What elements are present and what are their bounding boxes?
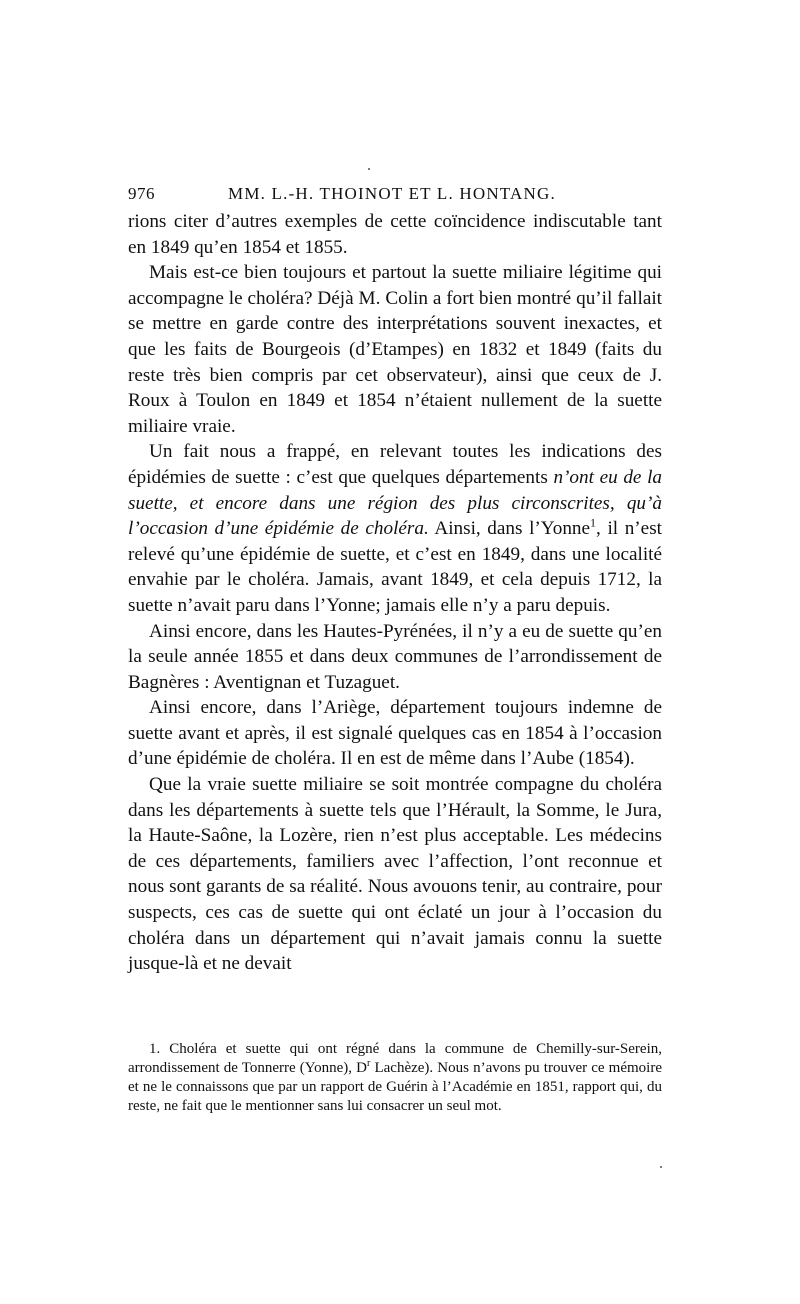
page-mark-bottom <box>660 1166 662 1168</box>
footnotes <box>128 1040 662 1116</box>
footnote-1 <box>128 1040 662 1116</box>
paragraph-5: Ainsi encore, dans l’Ariège, département toujours indemne de suette avant et après, il est signalé quelques cas en 1854 à l’occasion d’une épidémie de choléra. Il en est de même dans l’Aube (1854). <box>128 697 662 770</box>
paragraph-6: Que la vraie suette miliaire se soit montrée compagne du choléra dans les départements à suette tels que l’Hérault, la Somme, le Jura, la Haute-Saône, la Lozère, rien n’est plus acceptable. Les médecins de ces départements, familiers avec l’affection, l’ont reconnue et nous sont garants de sa réalité. Nous avouons tenir, au contraire, pour suspects, ces cas de suette qui ont éclaté un jour à l’occasion du choléra dans un département qui n’avait jamais connu la suette jusque-là et ne devait <box>128 774 662 975</box>
paragraph-3-start: Un fait nous a frappé, en relevant toutes les indications des épidémies de suette : c’est que quelques départements <box>128 441 662 488</box>
paragraph-3 <box>128 439 662 618</box>
paragraph-3-end: , il n’est relevé qu’une épidémie de suette, et c’est en 1849, dans une localité envahie par le choléra. Jamais, avant 1849, et cela depuis 1712, la suette n’avait paru dans l’Yonne; jamais elle n’y a paru depuis. <box>128 518 663 616</box>
footnote-dr-superscript: r <box>367 1058 371 1069</box>
page-number: 976 <box>128 184 155 203</box>
footnote-reference: 1 <box>590 515 597 530</box>
paragraph-1: rions citer d’autres exemples de cette coïncidence indiscutable tant en 1849 qu’en 1854 et 1855. <box>128 211 662 258</box>
footnote-1-start: 1. Choléra et suette qui ont régné dans la commune de Chemilly-sur-Serein, arrondissement de Tonnerre (Yonne), D <box>128 1041 662 1076</box>
running-title: MM. L.-H. THOINOT ET L. HONTANG. <box>228 184 556 203</box>
paragraph-2: Mais est-ce bien toujours et partout la suette miliaire légitime qui accompagne le choléra? Déjà M. Colin a fort bien montré qu’il fallait se mettre en garde contre des interprétations souvent inexactes, et que les faits de Bourgeois (d’Etampes) en 1832 et 1849 (faits du reste très bien compris par cet observateur), ainsi que ceux de J. Roux à Toulon en 1849 et 1854 n’étaient nullement de la suette miliaire vraie. <box>128 262 662 437</box>
page-mark-top <box>368 168 370 170</box>
paragraph-4: Ainsi encore, dans les Hautes-Pyrénées, il n’y a eu de suette qu’en la seule année 1855 et dans deux communes de l’arrondissement de Bagnères : Aventignan et Tuzaguet. <box>128 620 662 693</box>
paragraph-3-mid: Ainsi, dans l’Yonne <box>428 518 591 540</box>
footnote-1-end: Lachèze). Nous n’avons pu trouver ce mémoire et ne le connaissons que par un rapport de Guérin à l’Académie en 1851, rapport qui, du reste, ne fait que le mentionner sans lui consacrer un seul mot. <box>128 1060 662 1114</box>
body-text <box>128 209 662 977</box>
paragraph-3-emphasis: n’ont eu de la suette, et encore dans une région des plus circonscrites, qu’à l’occasion d’une épidémie de choléra. <box>128 466 662 540</box>
